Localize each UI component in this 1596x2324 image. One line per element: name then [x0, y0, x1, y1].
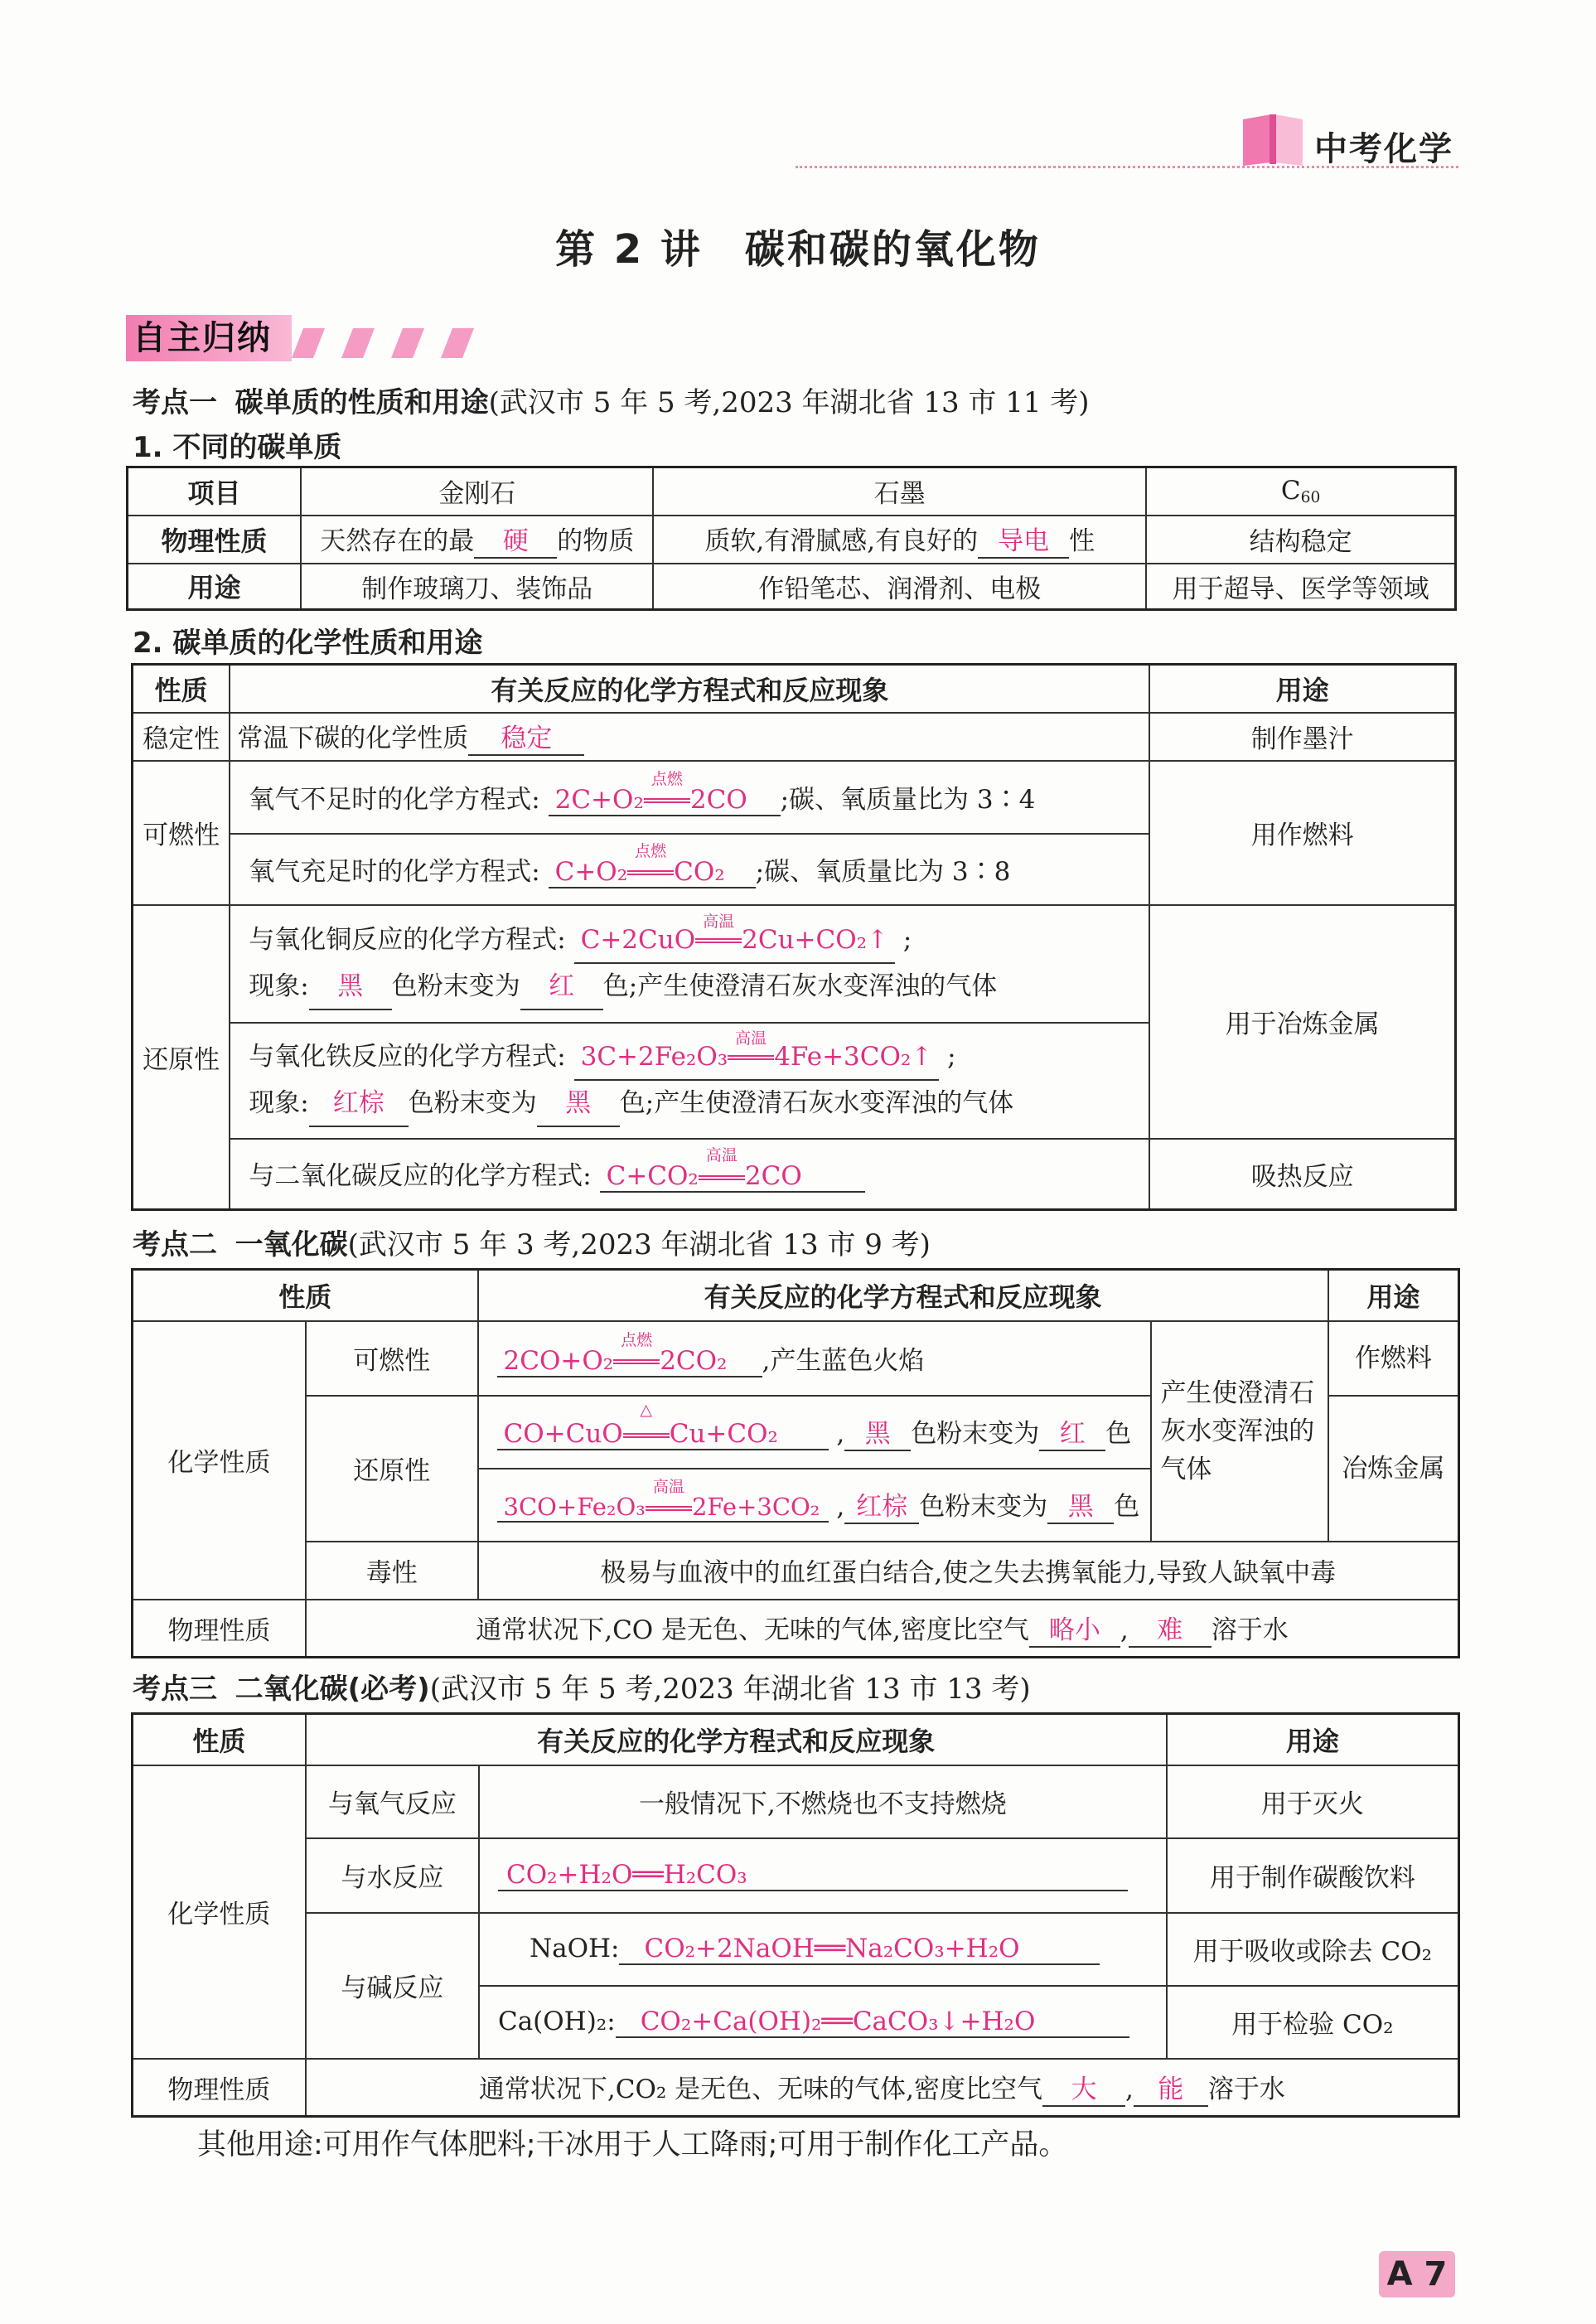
table-row: 还原性 与氧化铜反应的化学方程式: C+2CuO 高温 2Cu+CO₂↑ ; 现象: 黑 色粉末变为 红 色;产生使澄清石灰水变浑浊的气体 用于冶炼金属: [133, 905, 1456, 1023]
table-row: 性质 有关反应的化学方程式和反应现象 用途: [133, 1270, 1459, 1321]
table-row: 性质 有关反应的化学方程式和反应现象 用途: [133, 665, 1456, 713]
table-row: 氧气充足时的化学方程式: C+O₂ 点燃 CO₂ ;碳、氧质量比为 3∶8: [133, 834, 1456, 905]
table-row: 物理性质 通常状况下,CO₂ 是无色、无味的气体,密度比空气 大 , 能 溶于水: [133, 2059, 1459, 2117]
table-row: 可燃性 氧气不足时的化学方程式: 2C+O₂ 点燃 2CO ;碳、氧质量比为 3∶4 用作燃料: [133, 761, 1456, 834]
table-row: 稳定性 常温下碳的化学性质 稳定 制作墨汁: [133, 713, 1456, 761]
kp1-sub2: 2. 碳单质的化学性质和用途: [133, 627, 483, 660]
kp1-sub1: 1. 不同的碳单质: [133, 431, 342, 464]
header-title: 中考化学: [1314, 130, 1453, 168]
table-row: 化学性质 可燃性 2CO+O₂ 点燃 2CO₂ ,产生蓝色火焰 产生使澄清石灰水变浑浊的气体 作燃料: [133, 1321, 1459, 1396]
table-row: 3CO+Fe₂O₃ 高温 2Fe+3CO₂ , 红棕 色粉末变为 黑 色: [133, 1469, 1459, 1542]
table-row: 物理性质 天然存在的最 硬 的物质 质软,有滑腻感,有良好的 导电 性 结构稳定: [128, 516, 1456, 564]
table-co2: [131, 1712, 1460, 2118]
table-row: 与碱反应 NaOH: CO₂+2NaOH══Na₂CO₃+H₂O 用于吸收或除去 CO₂: [133, 1913, 1459, 1986]
table-row: Ca(OH)₂: CO₂+Ca(OH)₂══CaCO₃↓+H₂O 用于检验 CO₂: [133, 1986, 1459, 2059]
other-uses: 其他用途:可用作气体肥料;干冰用于人工降雨;可用于制作化工产品。: [197, 2128, 1068, 2162]
book-icon: [1240, 111, 1306, 167]
header-divider: [796, 166, 1458, 168]
table-row: 与水反应 CO₂+H₂O══H₂CO₃ 用于制作碳酸饮料: [133, 1838, 1459, 1913]
table-row: 化学性质 与氧气反应 一般情况下,不燃烧也不支持燃烧 用于灭火: [133, 1765, 1459, 1838]
table-row: 毒性 极易与血液中的血红蛋白结合,使之失去携氧能力,导致人缺氧中毒: [133, 1542, 1459, 1600]
page-number: A 7: [1379, 2251, 1455, 2297]
table-row: 性质 有关反应的化学方程式和反应现象 用途: [133, 1714, 1459, 1765]
table-row: 与氧化铁反应的化学方程式: 3C+2Fe₂O₃ 高温 4Fe+3CO₂↑ ; 现象: 红棕 色粉末变为 黑 色;产生使澄清石灰水变浑浊的气体: [133, 1023, 1456, 1139]
table-carbon-chemical: [131, 663, 1457, 1211]
table-row: 物理性质 通常状况下,CO 是无色、无味的气体,密度比空气 略小 , 难 溶于水: [133, 1600, 1459, 1658]
table-co: [131, 1268, 1460, 1658]
kp3-heading: 考点三 二氧化碳(必考)(武汉市 5 年 5 考,2023 年湖北省 13 市 13 考): [133, 1673, 1031, 1706]
table-row: 项目 金刚石 石墨 $C_{60}$: [128, 467, 1456, 516]
table-row: 与二氧化碳反应的化学方程式: C+CO₂ 高温 2CO 吸热反应: [133, 1139, 1456, 1210]
table-carbon-allotropes: [126, 466, 1457, 611]
kp2-heading: 考点二 一氧化碳(武汉市 5 年 3 考,2023 年湖北省 13 市 9 考): [133, 1228, 931, 1261]
c60-header: $C_{60}$: [1146, 467, 1455, 516]
section-banner: 自主归纳: [126, 315, 292, 361]
banner-stripes-icon: [292, 328, 491, 358]
table-row: 还原性 CO+CuO △ Cu+CO₂ , 黑 色粉末变为 红 色 冶炼金属: [133, 1396, 1459, 1469]
kp1-heading: 考点一 碳单质的性质和用途(武汉市 5 年 5 考,2023 年湖北省 13 市 11 考): [133, 386, 1090, 419]
page-title: 第 2 讲 碳和碳的氧化物: [555, 226, 1041, 273]
table-row: 用途 制作玻璃刀、装饰品 作铅笔芯、润滑剂、电极 用于超导、医学等领域: [128, 564, 1456, 610]
